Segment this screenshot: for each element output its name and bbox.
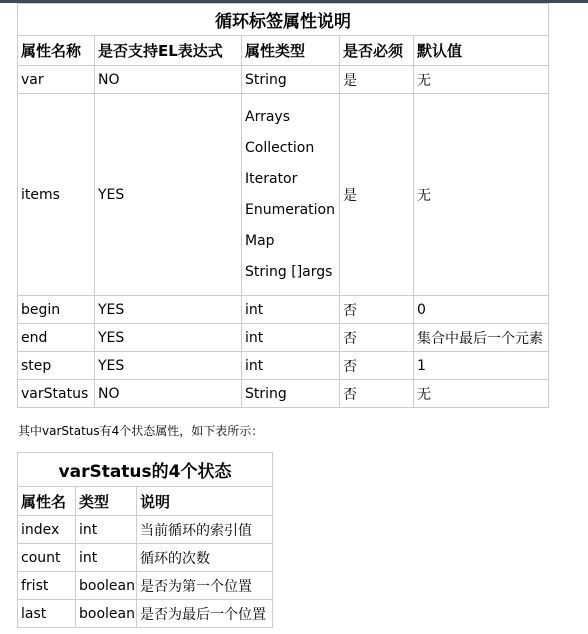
type-list-item: Enumeration (245, 201, 335, 218)
table-row (18, 66, 549, 94)
table-row (18, 380, 549, 408)
loop-attributes-table (17, 3, 549, 408)
column-header: 说明 (137, 487, 273, 516)
table-caption: varStatus的4个状态 (18, 453, 273, 487)
table-header-row (18, 36, 549, 66)
el-support-cell: YES (95, 324, 242, 352)
status-type-cell: int (76, 544, 137, 572)
status-type-cell: boolean (76, 600, 137, 628)
type-list-item: Iterator (245, 170, 298, 187)
default-value-cell: 无 (414, 94, 549, 296)
required-cell: 否 (340, 296, 414, 324)
default-value-cell: 无 (414, 66, 549, 94)
status-description-cell: 是否为第一个位置 (137, 572, 273, 600)
el-support-cell: NO (95, 380, 242, 408)
column-header: 属性类型 (242, 36, 340, 66)
el-support-cell: YES (95, 94, 242, 296)
status-description-cell: 循环的次数 (137, 544, 273, 572)
attribute-type-cell: int (242, 352, 340, 380)
status-name-cell: frist (18, 572, 76, 600)
type-list-item: String []args (245, 263, 333, 280)
default-value-cell: 0 (414, 296, 549, 324)
required-cell: 是 (340, 94, 414, 296)
table-header-row (18, 487, 273, 516)
required-cell: 否 (340, 324, 414, 352)
column-header: 是否支持EL表达式 (95, 36, 242, 66)
status-type-cell: boolean (76, 572, 137, 600)
attribute-type-cell: String (242, 380, 340, 408)
default-value-cell: 集合中最后一个元素 (414, 324, 549, 352)
default-value-cell: 无 (414, 380, 549, 408)
attribute-name-cell: step (18, 352, 95, 380)
table-row (18, 352, 549, 380)
table-caption-row (18, 4, 549, 36)
varstatus-note: 其中varStatus有4个状态属性，如下表所示： (18, 424, 264, 438)
el-support-cell: YES (95, 352, 242, 380)
table-row (18, 296, 549, 324)
attribute-name-cell: var (18, 66, 95, 94)
varstatus-table (17, 452, 273, 628)
table-row (18, 324, 549, 352)
required-cell: 否 (340, 380, 414, 408)
status-name-cell: index (18, 516, 76, 544)
status-type-cell: int (76, 516, 137, 544)
required-cell: 是 (340, 66, 414, 94)
attribute-type-cell (242, 94, 340, 296)
required-cell: 否 (340, 352, 414, 380)
attribute-name-cell: begin (18, 296, 95, 324)
status-name-cell: last (18, 600, 76, 628)
attribute-name-cell: end (18, 324, 95, 352)
status-description-cell: 是否为最后一个位置 (137, 600, 273, 628)
table-row (18, 516, 273, 544)
table-row (18, 94, 549, 296)
column-header: 属性名 (18, 487, 76, 516)
table-row (18, 572, 273, 600)
el-support-cell: YES (95, 296, 242, 324)
type-list-item: Arrays (245, 108, 291, 125)
el-support-cell: NO (95, 66, 242, 94)
column-header: 属性名称 (18, 36, 95, 66)
attribute-type-cell: String (242, 66, 340, 94)
column-header: 是否必须 (340, 36, 414, 66)
type-list-item: Map (245, 232, 275, 249)
table-row (18, 600, 273, 628)
column-header: 类型 (76, 487, 137, 516)
table-caption: 循环标签属性说明 (18, 4, 549, 36)
attribute-type-cell: int (242, 296, 340, 324)
status-name-cell: count (18, 544, 76, 572)
status-description-cell: 当前循环的索引值 (137, 516, 273, 544)
attribute-type-cell: int (242, 324, 340, 352)
default-value-cell: 1 (414, 352, 549, 380)
table-caption-row (18, 453, 273, 487)
attribute-name-cell: varStatus (18, 380, 95, 408)
attribute-name-cell: items (18, 94, 95, 296)
table-row (18, 544, 273, 572)
column-header: 默认值 (414, 36, 549, 66)
type-list-item: Collection (245, 139, 315, 156)
